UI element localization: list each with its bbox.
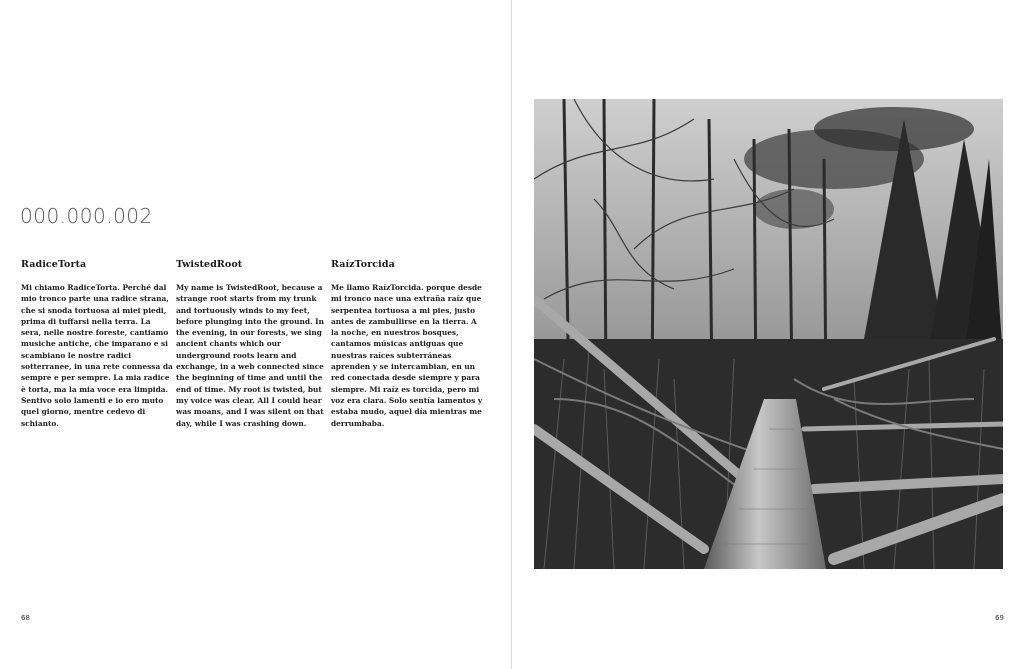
left-page bbox=[0, 0, 511, 669]
page-number-left: 68 bbox=[21, 614, 30, 622]
column-english bbox=[176, 259, 328, 429]
page-serial-number: 000.000.002 bbox=[20, 204, 153, 228]
column-spanish bbox=[331, 259, 483, 429]
column-title-spanish: RaízTorcida bbox=[331, 259, 395, 270]
column-title-english: TwistedRoot bbox=[176, 259, 243, 270]
column-text-spanish: Me llamo RaízTorcida. porque desde mi tronco nace una extraña raíz que serpentea tortuosa a mi pies, justo antes de zambullirse en la tierra. A la noche, en nuestros bosques, cantamos músicas antiguas que nuestras raíces subterráneas aprenden y se intercambian, en un red conectada desde siempre y para siempre. Mi raíz es torcida, pero mi voz era clara. Solo sentía lamentos y estaba mudo, aquel día mientras me derrumbaba. bbox=[331, 283, 483, 428]
fallen-tree-forest-photo bbox=[534, 99, 1003, 569]
column-italian bbox=[21, 259, 173, 429]
column-title-italian: RadiceTorta bbox=[21, 259, 87, 270]
column-text-italian: Mi chiamo RadiceTorta. Perché dal mio tronco parte una radice strana, che si snoda tortuosa ai miei piedi, prima di tuffarsi nella terra. La sera, nelle nostre foreste, cantiamo musiche antiche, che imparano e si scambiano le nostre radici sotterranee, in una rete connessa da sempre e per sempre. La mia radice è torta, ma la mia voce era limpida. Sentivo solo lamenti e io ero muto quel giorno, mentre cedevo di schianto. bbox=[21, 283, 173, 428]
page-number-right: 69 bbox=[995, 614, 1004, 622]
column-text-english: My name is TwistedRoot, because a strange root starts from my trunk and tortuously winds to my feet, before plunging into the ground. In the evening, in our forests, we sing ancient chants which our underground roots learn and exchange, in a web connected since the beginning of time and until the end of time. My root is twisted, but my voice was clear. All I could hear was moans, and I was silent on that day, while I was crashing down. bbox=[176, 283, 325, 428]
right-page bbox=[512, 0, 1024, 669]
